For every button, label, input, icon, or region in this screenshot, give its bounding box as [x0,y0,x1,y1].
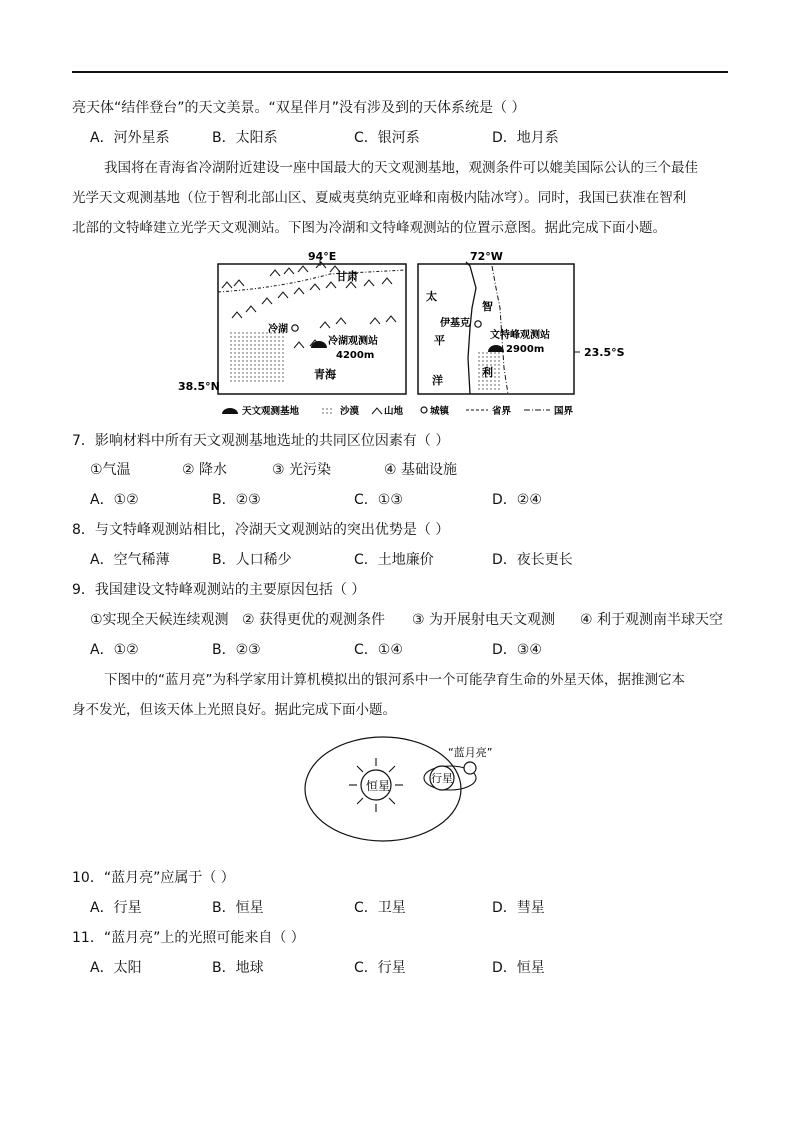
q8-option-d: D．夜长更长 [492,552,573,568]
star-label: 恒星 [366,779,391,793]
passage1-line-2: 光学天文观测基地（位于智利北部山区、夏威夷莫纳克亚峰和南极内陆冰穹）。同时，我国已获准在智利 [72,190,687,206]
q9-option-d: D．③④ [492,642,542,658]
q11-stem: 11．“蓝月亮”上的光照可能来自（ ） [72,930,305,946]
left-latitude-label: 38.5°N [178,380,220,393]
q8-option-b: B．人口稀少 [212,552,292,568]
q9-item-1: ①实现全天候连续观测 [90,612,229,628]
q9-item-4: ④ 利于观测南半球天空 [580,612,724,628]
province-border [218,270,406,292]
planet-label: 行星 [431,772,453,785]
q10-option-a: A．行星 [90,900,142,916]
q8-option-c: C．土地廉价 [354,552,434,568]
q7-item-1: ①气温 [90,462,131,478]
passage1-line-1: 我国将在青海省冷湖附近建设一座中国最大的天文观测基地，观测条件可以媲美国际公认的三个最佳 [104,160,698,176]
legend-observatory: 天文观测基地 [242,406,300,417]
prev-option-a: A．河外星系 [90,130,170,146]
q7-option-d: D．②④ [492,492,542,508]
q7-option-b: B．②③ [212,492,261,508]
intro-line: 亮天体“结伴登台”的天文美景。“双星伴月”没有涉及到的天体系统是（ ） [72,100,526,116]
observatory-location-map [170,248,640,420]
town-icon [292,325,298,331]
right-latitude-label: 23.5°S [584,346,625,359]
town-icon [475,321,481,327]
q9-item-2: ② 获得更优的观测条件 [242,612,386,628]
blue-moon-orbit-diagram [300,734,510,846]
q8-stem: 8．与文特峰观测站相比，冷湖天文观测站的突出优势是（ ） [72,522,450,538]
legend-town: 城镇 [430,406,450,417]
pacific-label-3: 洋 [432,374,443,387]
q8-option-a: A．空气稀薄 [90,552,170,568]
q11-option-c: C．行星 [354,960,406,976]
pacific-label-1: 太 [426,290,437,303]
lenghu-town-label: 冷湖 [268,324,288,335]
chile-label-1: 智 [482,300,493,313]
iquique-label: 伊基克 [440,318,470,329]
q9-item-3: ③ 为开展射电天文观测 [412,612,556,628]
q11-option-d: D．恒星 [492,960,545,976]
prev-option-b: B．太阳系 [212,130,278,146]
observatory-icon [488,345,504,352]
legend-province-border: 省界 [492,406,512,417]
pacific-label-2: 平 [434,334,445,347]
q11-option-b: B．地球 [212,960,264,976]
ventarrones-station-label: 文特峰观测站 [490,330,550,341]
blue-moon-label: “蓝月亮” [448,746,493,759]
q10-option-b: B．恒星 [212,900,264,916]
ventarrones-altitude-label: 2900m [506,344,545,355]
q10-stem: 10．“蓝月亮”应属于（ ） [72,870,235,886]
passage2-line-2: 身不发光，但该天体上光照良好。据此完成下面小题。 [72,702,396,718]
q10-option-d: D．彗星 [492,900,545,916]
lenghu-altitude-label: 4200m [336,350,375,361]
legend-national-border: 国界 [554,406,574,417]
header-rule [72,71,728,73]
q7-item-2: ② 降水 [182,462,228,478]
qinghai-label: 青海 [314,368,336,381]
left-longitude-label: 94°E [308,250,337,263]
q9-option-c: C．①④ [354,642,403,658]
q10-option-c: C．卫星 [354,900,406,916]
chile-label-2: 利 [482,366,493,379]
legend-desert: 沙漠 [340,406,360,417]
q7-stem: 7．影响材料中所有天文观测基地选址的共同区位因素有（ ） [72,433,450,449]
q7-option-c: C．①③ [354,492,403,508]
prev-option-d: D．地月系 [492,130,559,146]
q7-item-4: ④ 基础设施 [384,462,458,478]
q9-option-b: B．②③ [212,642,261,658]
blue-moon-icon [464,762,476,774]
q11-option-a: A．太阳 [90,960,142,976]
passage1-line-3: 北部的文特峰建立光学天文观测站。下图为冷湖和文特峰观测站的位置示意图。据此完成下面小题。 [72,220,666,236]
right-longitude-label: 72°W [470,250,503,263]
legend-mountain: 山地 [384,406,404,417]
q9-option-a: A．①② [90,642,139,658]
q9-stem: 9．我国建设文特峰观测站的主要原因包括（ ） [72,582,366,598]
gansu-label: 甘肃 [336,270,358,283]
map-legend [222,405,574,417]
lenghu-station-label: 冷湖观测站 [328,336,378,347]
q7-option-a: A．①② [90,492,139,508]
desert-dots [228,330,284,382]
passage2-line-1: 下图中的“蓝月亮”为科学家用计算机模拟出的银河系中一个可能孕育生命的外星天体，据推测它本 [104,672,685,688]
prev-option-c: C．银河系 [354,130,420,146]
q7-item-3: ③ 光污染 [272,462,332,478]
